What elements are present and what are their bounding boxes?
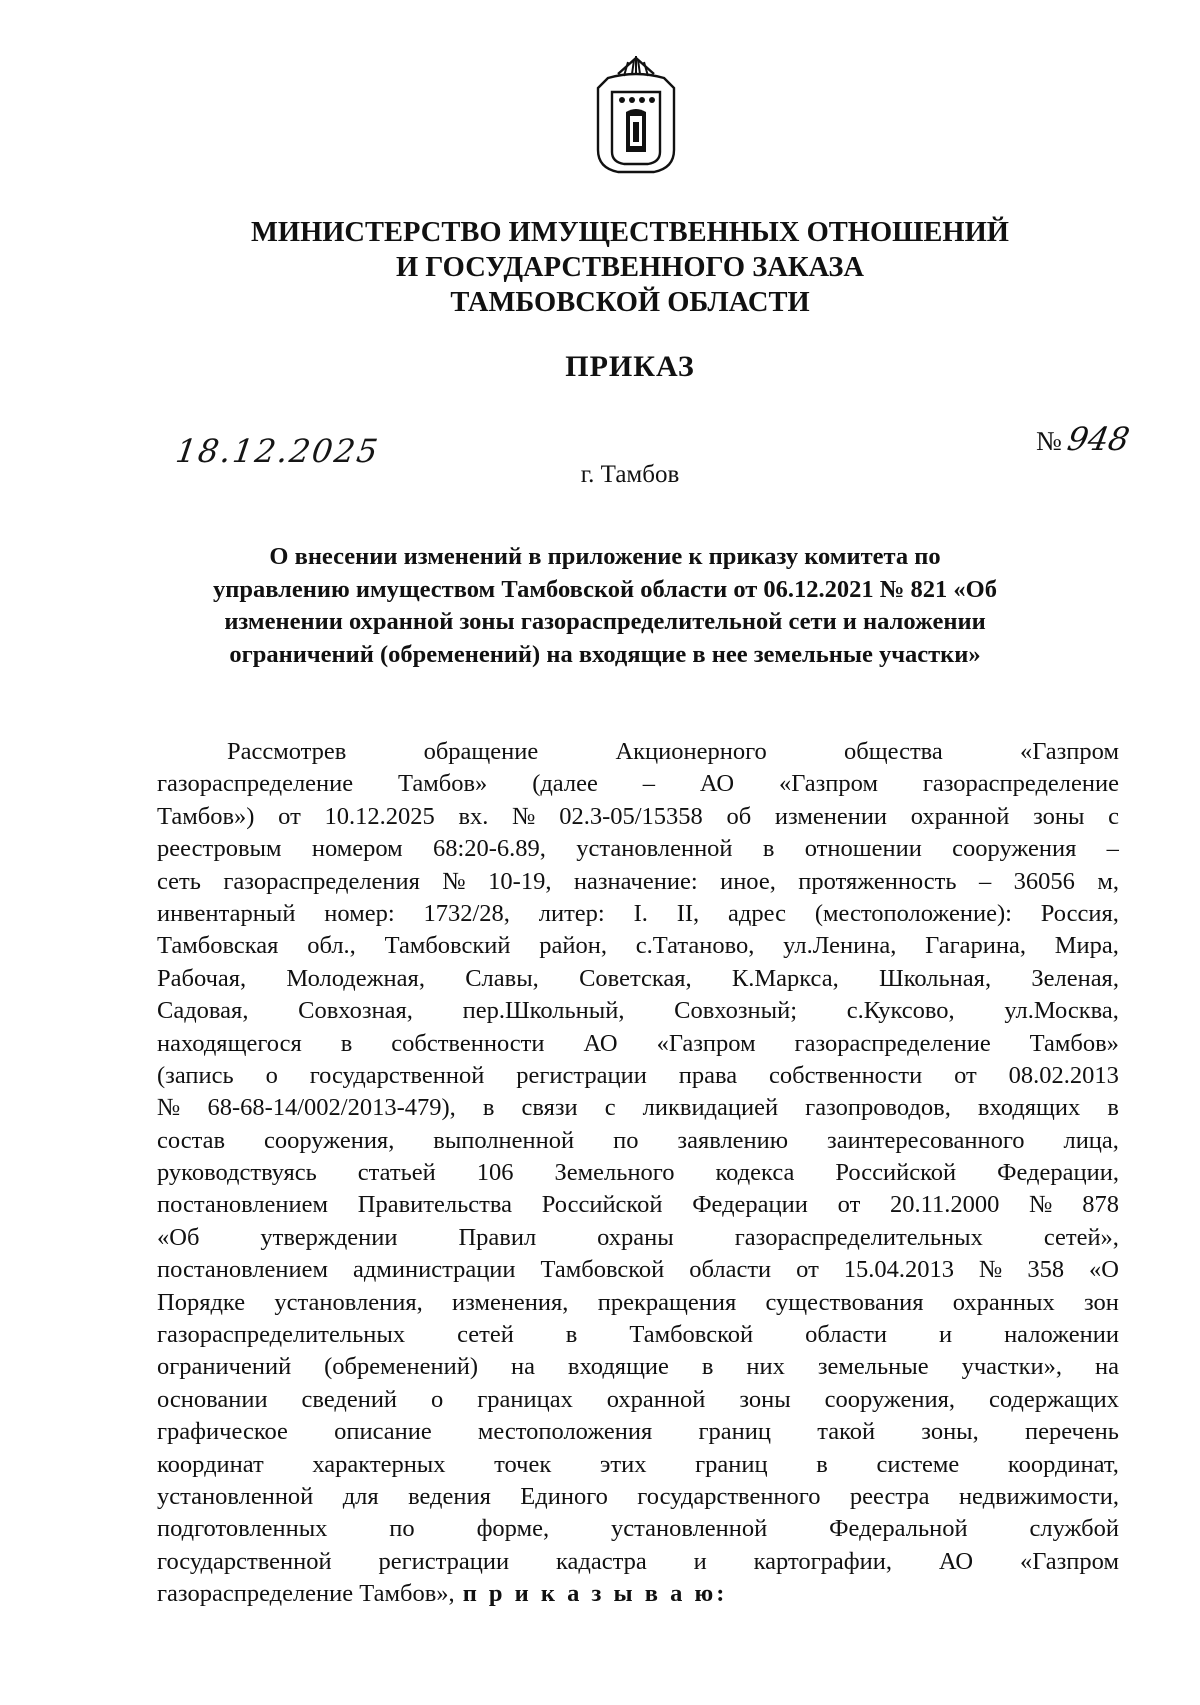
body-line	[157, 1189, 1119, 1221]
body-word: 1732/28,	[423, 899, 510, 927]
body-word: точек	[494, 1450, 552, 1478]
body-word: собственности	[768, 1061, 923, 1089]
body-line	[157, 1546, 1119, 1578]
subject-line: ограничений (обременений) на входящие в нее земельные участки»	[229, 640, 981, 668]
body-word: Мира,	[1054, 932, 1119, 960]
body-word: участки»,	[961, 1353, 1062, 1381]
body-word: зоны,	[921, 1418, 979, 1446]
body-word: газораспределение	[157, 770, 354, 798]
body-word: 10.12.2025	[324, 802, 435, 830]
body-word: Школьная,	[878, 964, 992, 992]
body-word: Тамбовской	[540, 1256, 665, 1284]
order-subject	[155, 541, 1055, 671]
body-word: (запись	[157, 1061, 234, 1089]
subject-line: изменении охранной зоны газораспределительной сети и наложении	[224, 608, 986, 635]
body-word: прекращения	[597, 1288, 737, 1316]
body-word: сетей	[457, 1321, 514, 1349]
body-word: АО	[583, 1029, 618, 1057]
body-line	[157, 768, 1119, 800]
body-word: сооружения	[952, 835, 1077, 863]
body-word: постановлением	[157, 1191, 329, 1219]
body-word: государственной	[157, 1547, 332, 1575]
body-word: в	[701, 1353, 714, 1381]
subject-line: О внесении изменений в приложение к приказу комитета по	[269, 543, 941, 570]
body-word: Российской	[541, 1191, 663, 1219]
body-word: перечень	[1024, 1418, 1119, 1446]
body-word: координат,	[1007, 1450, 1119, 1478]
order-number	[1036, 420, 1133, 458]
body-word: «О	[1089, 1256, 1119, 1284]
body-line	[157, 1254, 1119, 1286]
body-word: сетей»,	[1043, 1223, 1119, 1251]
body-word: постановлением	[157, 1256, 329, 1284]
body-word: –	[1106, 835, 1119, 863]
body-word: такой	[817, 1418, 876, 1446]
body-word: 15.04.2013	[843, 1256, 954, 1284]
body-word: от	[954, 1061, 977, 1089]
body-word: установленной	[157, 1482, 314, 1510]
body-word: регистрации	[516, 1061, 647, 1089]
body-word: К.Маркса,	[731, 964, 839, 992]
body-line	[157, 1384, 1119, 1416]
body-word: изменении	[774, 802, 888, 830]
body-word: I.	[633, 899, 648, 927]
body-word: 878	[1082, 1191, 1119, 1219]
body-word: ликвидацией	[642, 1094, 779, 1122]
order-body	[157, 736, 1119, 1611]
body-word: газораспределительных	[157, 1321, 406, 1349]
body-word: земельные	[817, 1353, 929, 1381]
body-word: газораспределение	[794, 1029, 991, 1057]
body-line	[157, 736, 1119, 768]
body-line	[157, 1028, 1119, 1060]
body-word: в	[340, 1029, 353, 1057]
body-word: недвижимости,	[958, 1482, 1119, 1510]
body-word: в	[762, 835, 775, 863]
body-word: характерных	[312, 1450, 446, 1478]
body-word: АО	[699, 770, 735, 798]
body-word: Правительства	[357, 1191, 512, 1219]
body-word: адрес	[728, 899, 786, 927]
body-word: №	[978, 1256, 1003, 1284]
body-line	[157, 1319, 1119, 1351]
body-line	[157, 1222, 1119, 1254]
body-word: содержащих	[988, 1385, 1119, 1413]
handwritten-date: 18.12.2025	[173, 432, 382, 470]
body-word: ул.Ленина,	[783, 932, 897, 960]
body-line	[157, 995, 1119, 1027]
body-word: установленной	[576, 835, 733, 863]
body-word: для	[342, 1482, 379, 1510]
body-word: охраны	[597, 1223, 674, 1251]
body-word: изменения,	[452, 1288, 569, 1316]
body-word: Единого	[520, 1482, 608, 1510]
body-word: существования	[765, 1288, 924, 1316]
body-word: связи	[521, 1094, 578, 1122]
body-word: Правил	[458, 1223, 537, 1251]
body-word: Гагарина,	[925, 932, 1026, 960]
body-word: иное,	[720, 867, 776, 895]
body-word: Совхозный;	[674, 997, 798, 1025]
body-word: ул.Москва,	[1004, 997, 1119, 1025]
body-word: газораспределение	[922, 770, 1119, 798]
body-word: Тамбов»	[1029, 1029, 1119, 1057]
body-word: пер.Школьный,	[462, 997, 625, 1025]
body-line	[157, 866, 1119, 898]
body-word: «Об	[157, 1223, 200, 1251]
body-word: службой	[1029, 1515, 1119, 1543]
body-word: охранной	[910, 802, 1010, 830]
body-word: Тамбов»)	[157, 802, 255, 830]
body-word: «Газпром	[1019, 738, 1119, 765]
body-word: Садовая,	[157, 997, 249, 1025]
body-word: –	[978, 867, 992, 895]
body-word: государственной	[309, 1061, 485, 1089]
body-word: зон	[1084, 1288, 1119, 1316]
body-word: Федеральной	[829, 1515, 968, 1543]
body-word: установления,	[274, 1288, 423, 1316]
body-word: них	[746, 1353, 785, 1381]
body-word: номер:	[324, 899, 395, 927]
body-word: реестровым	[157, 835, 282, 863]
body-word: руководствуясь	[157, 1159, 317, 1187]
body-word: зоны	[1033, 802, 1085, 830]
body-word: заинтересованного	[827, 1126, 1025, 1154]
body-word: кодекса	[715, 1159, 795, 1187]
body-word: Тамбов»	[398, 770, 488, 798]
body-word: сооружения,	[264, 1126, 395, 1154]
body-word: Совхозная,	[298, 997, 413, 1025]
body-word: литер:	[538, 899, 605, 927]
body-word: с	[1108, 802, 1119, 830]
body-word: газораспределения	[223, 867, 420, 895]
body-word: описание	[334, 1418, 432, 1446]
number-sign: №	[1036, 426, 1062, 456]
body-word: местоположения	[477, 1418, 653, 1446]
body-word: Акционерного	[615, 738, 767, 765]
body-word: сеть	[157, 867, 201, 895]
body-word: Тамбовский	[384, 932, 511, 960]
body-word: от	[796, 1256, 819, 1284]
body-word: инвентарный	[157, 899, 296, 927]
body-word: статьей	[357, 1159, 436, 1187]
body-word: отношении	[804, 835, 922, 863]
body-word: «Газпром	[778, 770, 878, 798]
body-line	[157, 1157, 1119, 1189]
body-word: Тамбовской	[629, 1321, 754, 1349]
body-word: 08.02.2013	[1008, 1061, 1119, 1089]
body-word: установленной	[610, 1515, 768, 1543]
order-directive: п р и к а з ы в а ю:	[462, 1580, 728, 1608]
body-line	[157, 930, 1119, 962]
body-word: входящие	[567, 1353, 669, 1381]
body-word: 68-68-14/002/2013-479),	[207, 1094, 456, 1122]
body-word: район,	[539, 932, 607, 960]
body-word: 20.11.2000	[890, 1191, 1000, 1219]
body-word: заявлению	[677, 1126, 789, 1154]
body-word: 106	[476, 1159, 514, 1187]
body-word: №	[157, 1094, 181, 1122]
body-word: газопроводов,	[805, 1094, 951, 1122]
body-word: по	[389, 1515, 415, 1543]
body-word: утверждении	[260, 1223, 398, 1251]
body-word: системе	[876, 1450, 960, 1478]
body-word: государственного	[637, 1482, 821, 1510]
body-word: ограничений	[157, 1353, 292, 1381]
body-word: форме,	[476, 1515, 550, 1543]
body-word: охранных	[952, 1288, 1055, 1316]
body-line	[157, 1513, 1119, 1545]
body-word: границ	[698, 1418, 771, 1446]
body-word: 10-19,	[488, 867, 552, 895]
body-word: собственности	[391, 1029, 545, 1057]
body-line	[157, 1351, 1119, 1383]
body-word: сведений	[301, 1385, 398, 1413]
body-line	[157, 898, 1119, 930]
body-word: входящих	[977, 1094, 1081, 1122]
body-word: 36056	[1013, 867, 1075, 895]
body-word: Российской	[835, 1159, 957, 1187]
body-word: Рабочая,	[157, 964, 247, 992]
body-word: находящегося	[157, 1029, 302, 1057]
body-word: Порядке	[157, 1288, 246, 1316]
body-word: Зеленая,	[1031, 964, 1119, 992]
body-word: администрации	[353, 1256, 516, 1284]
subject-line: управлению имуществом Тамбовской области от 06.12.2021 № 821 «Об	[213, 575, 997, 603]
body-word: назначение:	[573, 867, 698, 895]
body-word: АО	[938, 1547, 974, 1575]
body-word: в	[816, 1450, 828, 1478]
body-line	[157, 1287, 1119, 1319]
ministry-line: МИНИСТЕРСТВО ИМУЩЕСТВЕННЫХ ОТНОШЕНИЙ	[251, 217, 1009, 248]
body-word: (далее	[532, 770, 598, 798]
body-word: (обременений)	[324, 1353, 478, 1381]
body-word: –	[642, 770, 656, 798]
body-word: обращение	[423, 738, 539, 765]
body-word: с.Татаново,	[635, 932, 755, 960]
body-word: картографии,	[753, 1547, 893, 1575]
body-word: Рассмотрев	[227, 738, 347, 765]
body-word: ведения	[408, 1482, 491, 1510]
body-word: и	[693, 1547, 707, 1575]
city-line: г. Тамбов	[580, 461, 680, 488]
ministry-line: И ГОСУДАРСТВЕННОГО ЗАКАЗА	[395, 252, 865, 283]
body-word: состав	[157, 1126, 226, 1154]
body-word: о	[431, 1385, 444, 1413]
body-word: зоны	[739, 1385, 791, 1413]
body-word: №	[1029, 1191, 1053, 1219]
body-word: Земельного	[554, 1159, 675, 1187]
body-word: 68:20-6.89,	[432, 835, 546, 863]
body-word: от	[278, 802, 301, 830]
body-word: с	[604, 1094, 616, 1122]
body-word: графическое	[157, 1418, 288, 1446]
body-word: выполненной	[433, 1126, 575, 1154]
body-word: координат	[157, 1450, 264, 1478]
body-word: «Газпром	[1019, 1547, 1119, 1575]
body-line	[157, 833, 1119, 865]
body-word: наложении	[1004, 1321, 1119, 1349]
body-word: кадастра	[556, 1547, 647, 1575]
body-word: области	[689, 1256, 772, 1284]
body-line	[157, 1416, 1119, 1448]
body-word: о	[265, 1061, 278, 1089]
document-type-title: ПРИКАЗ	[565, 350, 695, 383]
body-word: сооружения,	[824, 1385, 955, 1413]
body-word: на	[1094, 1353, 1119, 1381]
body-line	[157, 1125, 1119, 1157]
body-word: регистрации	[378, 1547, 510, 1575]
body-word: общества	[844, 738, 943, 765]
body-word: номером	[311, 835, 403, 863]
body-word: на	[510, 1353, 535, 1381]
body-word: подготовленных	[157, 1515, 328, 1543]
body-word: м,	[1097, 867, 1119, 895]
body-word: 358	[1027, 1256, 1065, 1284]
body-word: Россия,	[1040, 899, 1119, 927]
body-word: и	[938, 1321, 953, 1349]
body-word: Славы,	[465, 964, 539, 992]
body-line	[157, 1092, 1119, 1124]
body-word: вх.	[458, 802, 489, 830]
body-word: «Газпром	[656, 1029, 756, 1057]
body-word: газораспределительных	[734, 1223, 983, 1251]
body-word: газораспределение Тамбов»,	[157, 1580, 455, 1608]
body-word: об	[726, 802, 752, 830]
body-word: 02.3-05/15358	[559, 802, 703, 830]
body-line	[157, 801, 1119, 833]
body-line	[157, 1578, 1119, 1610]
body-word: в	[565, 1321, 578, 1349]
body-word: Тамбовская	[157, 932, 279, 960]
body-word: реестра	[849, 1482, 930, 1510]
handwritten-number: 948	[1064, 420, 1133, 458]
body-word: обл.,	[307, 932, 356, 960]
body-word: права	[678, 1061, 738, 1089]
ministry-name	[200, 215, 1060, 320]
ministry-line: ТАМБОВСКОЙ ОБЛАСТИ	[450, 287, 810, 318]
body-word: в	[482, 1094, 495, 1122]
body-word: охранной	[606, 1385, 706, 1413]
body-word: основании	[157, 1385, 268, 1413]
body-line	[157, 1449, 1119, 1481]
body-word: Федерации	[692, 1191, 808, 1219]
body-word: №	[442, 867, 466, 895]
body-word: в	[1107, 1094, 1119, 1122]
body-word: Федерации,	[997, 1159, 1119, 1187]
body-word: границах	[477, 1385, 573, 1413]
body-word: с.Куксово,	[846, 997, 955, 1025]
body-word: границ	[695, 1450, 768, 1478]
body-word: области	[805, 1321, 887, 1349]
body-word: №	[512, 802, 536, 830]
body-word: II,	[676, 899, 700, 927]
body-word: лица,	[1063, 1126, 1119, 1154]
body-word: Советская,	[579, 964, 692, 992]
body-word: от	[837, 1191, 861, 1219]
body-line	[157, 1481, 1119, 1513]
body-line	[157, 963, 1119, 995]
body-word: по	[613, 1126, 639, 1154]
body-word: Молодежная,	[286, 964, 425, 992]
body-line	[157, 1060, 1119, 1092]
body-word: этих	[599, 1450, 647, 1478]
tambov-coat-of-arms-icon	[588, 52, 684, 180]
body-word: (местоположение):	[814, 899, 1012, 927]
body-word: протяженность	[798, 867, 957, 895]
